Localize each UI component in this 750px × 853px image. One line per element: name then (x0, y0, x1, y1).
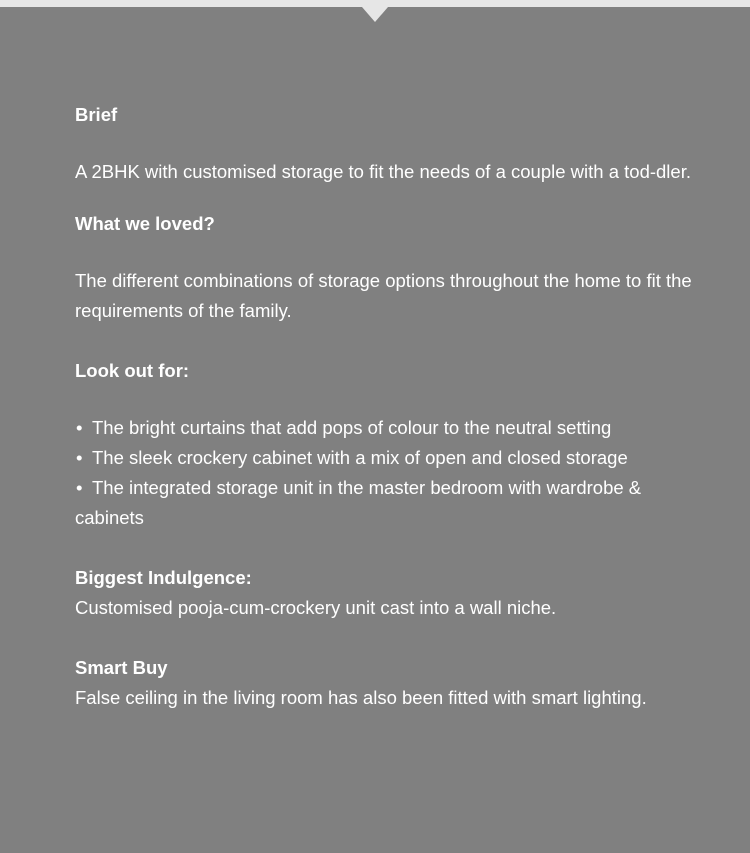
top-bar (0, 0, 750, 7)
bullet-icon: • (76, 417, 83, 438)
lookout-item-3: The integrated storage unit in the master bedroom with wardrobe & cabinets (75, 477, 642, 528)
lookout-item-1: The bright curtains that add pops of colour to the neutral setting (92, 417, 612, 438)
list-item (75, 473, 695, 533)
indulgence-heading: Biggest Indulgence: (75, 567, 252, 588)
lookout-list (75, 413, 695, 533)
list-item (75, 413, 695, 443)
loved-text: The different combinations of storage options throughout the home to fit the requirements of the family. (75, 270, 692, 321)
smartbuy-text: False ceiling in the living room has also been fitted with smart lighting. (75, 687, 647, 708)
bullet-icon: • (76, 477, 83, 498)
pointer-arrow-icon (362, 7, 388, 22)
indulgence-text: Customised pooja-cum-crockery unit cast into a wall niche. (75, 597, 557, 618)
lookout-item-2: The sleek crockery cabinet with a mix of open and closed storage (92, 447, 628, 468)
smartbuy-heading: Smart Buy (75, 657, 168, 678)
bullet-icon: • (76, 447, 83, 468)
brief-heading: Brief (75, 104, 118, 125)
list-item (75, 443, 695, 473)
lookout-heading: Look out for: (75, 360, 190, 381)
brief-text: A 2BHK with customised storage to fit the needs of a couple with a tod-dler. (75, 161, 691, 182)
project-details (75, 100, 695, 713)
loved-heading: What we loved? (75, 213, 215, 234)
